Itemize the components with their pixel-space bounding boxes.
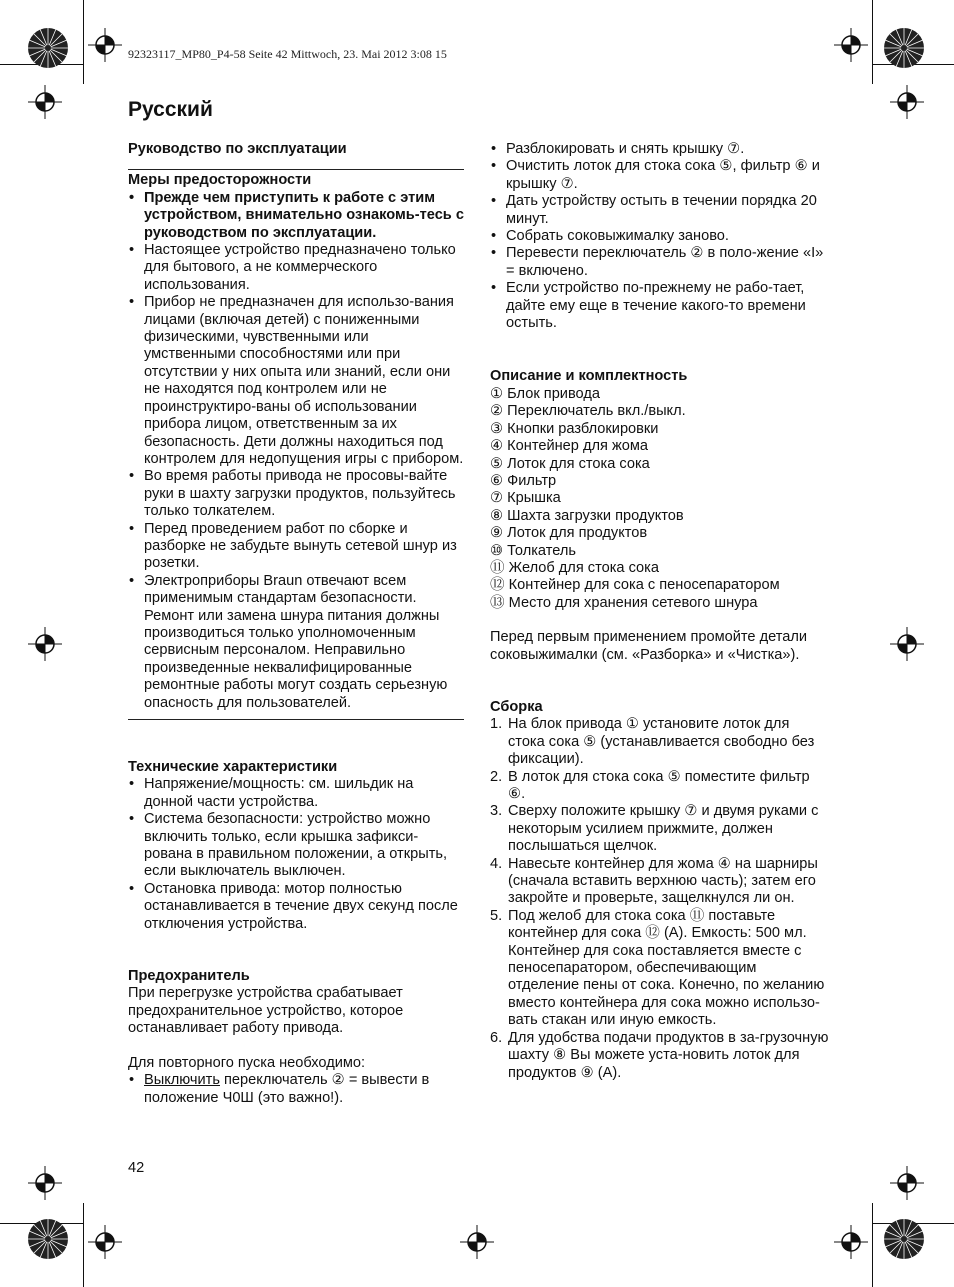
step-text: На блок привода ① установите лоток для стока сока ⑤ (устанавливается свободно без фиксации). [508,716,815,768]
assembly-steps [490,716,830,1082]
part-item: ④ Контейнер для жома [490,438,648,455]
star-target-icon [882,1217,926,1261]
registration-target-icon [88,28,122,62]
part-item: ⑥ Фильтр [490,472,557,489]
step-number: 6. [490,1029,503,1046]
registration-target-icon [890,627,924,661]
assembly-step [490,1030,830,1082]
fuse-text: При перегрузке устройства срабатывает предохранительное устройство, которое останавливает работу привода. [128,985,404,1037]
manual-heading: Руководство по эксплуатации [128,141,347,157]
step-text: В лоток для стока сока ⑤ поместите фильтр ⑥. [508,768,810,802]
left-column [128,141,464,1107]
precautions-heading: Меры предосторожности [128,172,312,189]
crop-mark-line [83,0,84,84]
list-item [128,1072,464,1107]
list-item: • Система безопасности: устройство можно включить только, если крышка зафикси-рована в правильном положении, а открыть, если выключатель выключен. [128,811,464,881]
description-heading: Описание и комплектность [490,368,688,385]
part-item: ⑤ Лоток для стока сока [490,455,650,472]
description-note: Перед первым применением промойте детали соковыжималки (см. «Разборка» и «Чистка»). [490,629,808,663]
restart-steps-list [490,141,830,332]
list-item: • Остановка привода: мотор полностью останавливается в течение двух секунд после отключения устройства. [128,881,464,933]
fuse-heading: Предохранитель [128,968,250,985]
registration-target-icon [28,627,62,661]
step-text: Навесьте контейнер для жома ④ на шарниры (сначала вставить верхнюю часть); затем его закройте и проверьте, защелкнулся ли он. [508,855,818,907]
step-number: 4. [490,855,503,872]
crop-mark-line [872,1203,873,1287]
step-number: 5. [490,907,503,924]
part-item: ⑩ Толкатель [490,542,576,559]
registration-target-icon [28,85,62,119]
page-number: 42 [128,1160,145,1176]
registration-target-icon [890,85,924,119]
assembly-heading: Сборка [490,698,543,715]
precautions-list [128,190,464,712]
part-item: ⑪ Желоб для стока сока [490,559,659,576]
list-item: • Дать устройству остыть в течении порядка 20 минут. [490,193,830,228]
list-item-text: переключатель ② = вывести в положение Ч0Ш (это важно!). [144,1072,430,1106]
page-title: Русский [128,98,213,121]
part-item: ⑫ Контейнер для сока с пеносепаратором [490,577,780,594]
assembly-step [490,803,830,855]
assembly-step [490,856,830,908]
part-item: ② Переключатель вкл./выкл. [490,403,686,420]
registration-target-icon [88,1225,122,1259]
step-text: Под желоб для стока сока ⑪ поставьте контейнер для сока ⑫ (A). Емкость: 500 мл. Контейнер для сока поставляется вместе с пеносепаратором, обеспечивающим отделение пены от сока. Конечно, по желанию вместо контейнера для сока можно использо-вать стакан или иную емкость. [508,907,825,1029]
part-item: ⑬ Место для хранения сетевого шнура [490,594,758,611]
step-number: 2. [490,768,503,785]
assembly-step [490,716,830,768]
list-item: • Разблокировать и снять крышку ⑦. [490,141,830,158]
list-item: • Если устройство по-прежнему не рабо-тает, дайте ему еще в течение какого-то времени остыть. [490,280,830,332]
list-item: • Прибор не предназначен для использо-вания лицами (включая детей) с пониженными физическими, чувственными или умственными способностями или при отсутствии у них опыта или знаний, если они не находятся под контролем или не проинструктиро-ваны об использовании прибора лицом, ответственным за их безопасность. Дети должны находиться под контролем для недопущения игры с прибором. [128,294,464,468]
registration-target-icon [890,1166,924,1200]
crop-mark-line [872,0,873,84]
right-column [490,141,830,1082]
list-item: • Перед проведением работ по сборке и разборке не забудьте вынуть сетевой шнур из розетки. [128,521,464,573]
specs-heading: Технические характеристики [128,759,338,775]
section-divider [128,719,464,720]
step-text: Для удобства подачи продуктов в за-грузочную шахту ⑧ Вы можете уста-новить лоток для продуктов ⑨ (A). [508,1029,829,1081]
star-target-icon [26,1217,70,1261]
restart-intro: Для повторного пуска необходимо: [128,1054,366,1071]
list-item: • Напряжение/мощность: см. шильдик на донной части устройства. [128,776,464,811]
print-slug: 92323117_MP80_P4-58 Seite 42 Mittwoch, 23. Mai 2012 3:08 15 [128,47,447,61]
section-divider [128,169,464,170]
part-item: ③ Кнопки разблокировки [490,420,659,437]
registration-target-icon [834,1225,868,1259]
registration-target-icon [28,1166,62,1200]
step-number: 3. [490,803,503,820]
part-item: ⑦ Крышка [490,490,561,507]
part-item: ⑨ Лоток для продуктов [490,525,648,542]
registration-target-icon [460,1225,494,1259]
underlined-word: Выключить [144,1072,220,1089]
list-item: • Настоящее устройство предназначено только для бытового, а не коммерческого использования. [128,242,464,294]
list-item: • Электроприборы Braun отвечают всем применимым стандартам безопасности. Ремонт или замена шнура питания должны производиться только уполномоченным сервисным персоналом. Неправильно произведенные неквалифицированные ремонтные работы могут создать серьезную опасность для пользователей. [128,573,464,712]
part-item: ⑧ Шахта загрузки продуктов [490,507,684,524]
assembly-step [490,908,830,1030]
list-item: • Прежде чем приступить к работе с этим устройством, внимательно ознакомь-тесь с руководством по эксплуатации. [128,190,464,242]
list-item: • Перевести переключатель ② в поло-жение «I» = включено. [490,245,830,280]
list-item: • Очистить лоток для стока сока ⑤, фильтр ⑥ и крышку ⑦. [490,158,830,193]
star-target-icon [882,26,926,70]
part-item: ① Блок привода [490,385,600,402]
crop-mark-line [83,1203,84,1287]
list-item: • Во время работы привода не просовы-вайте руки в шахту загрузки продуктов, пользуйтесь только толкателем. [128,468,464,520]
parts-list [490,386,830,612]
restart-list [128,1072,464,1107]
registration-target-icon [834,28,868,62]
star-target-icon [26,26,70,70]
specs-list [128,776,464,933]
step-text: Сверху положите крышку ⑦ и двумя руками с некоторым усилием прижмите, должен послышаться щелчок. [508,803,819,855]
list-item: • Собрать соковыжималку заново. [490,228,830,245]
assembly-step [490,769,830,804]
step-number: 1. [490,716,503,733]
